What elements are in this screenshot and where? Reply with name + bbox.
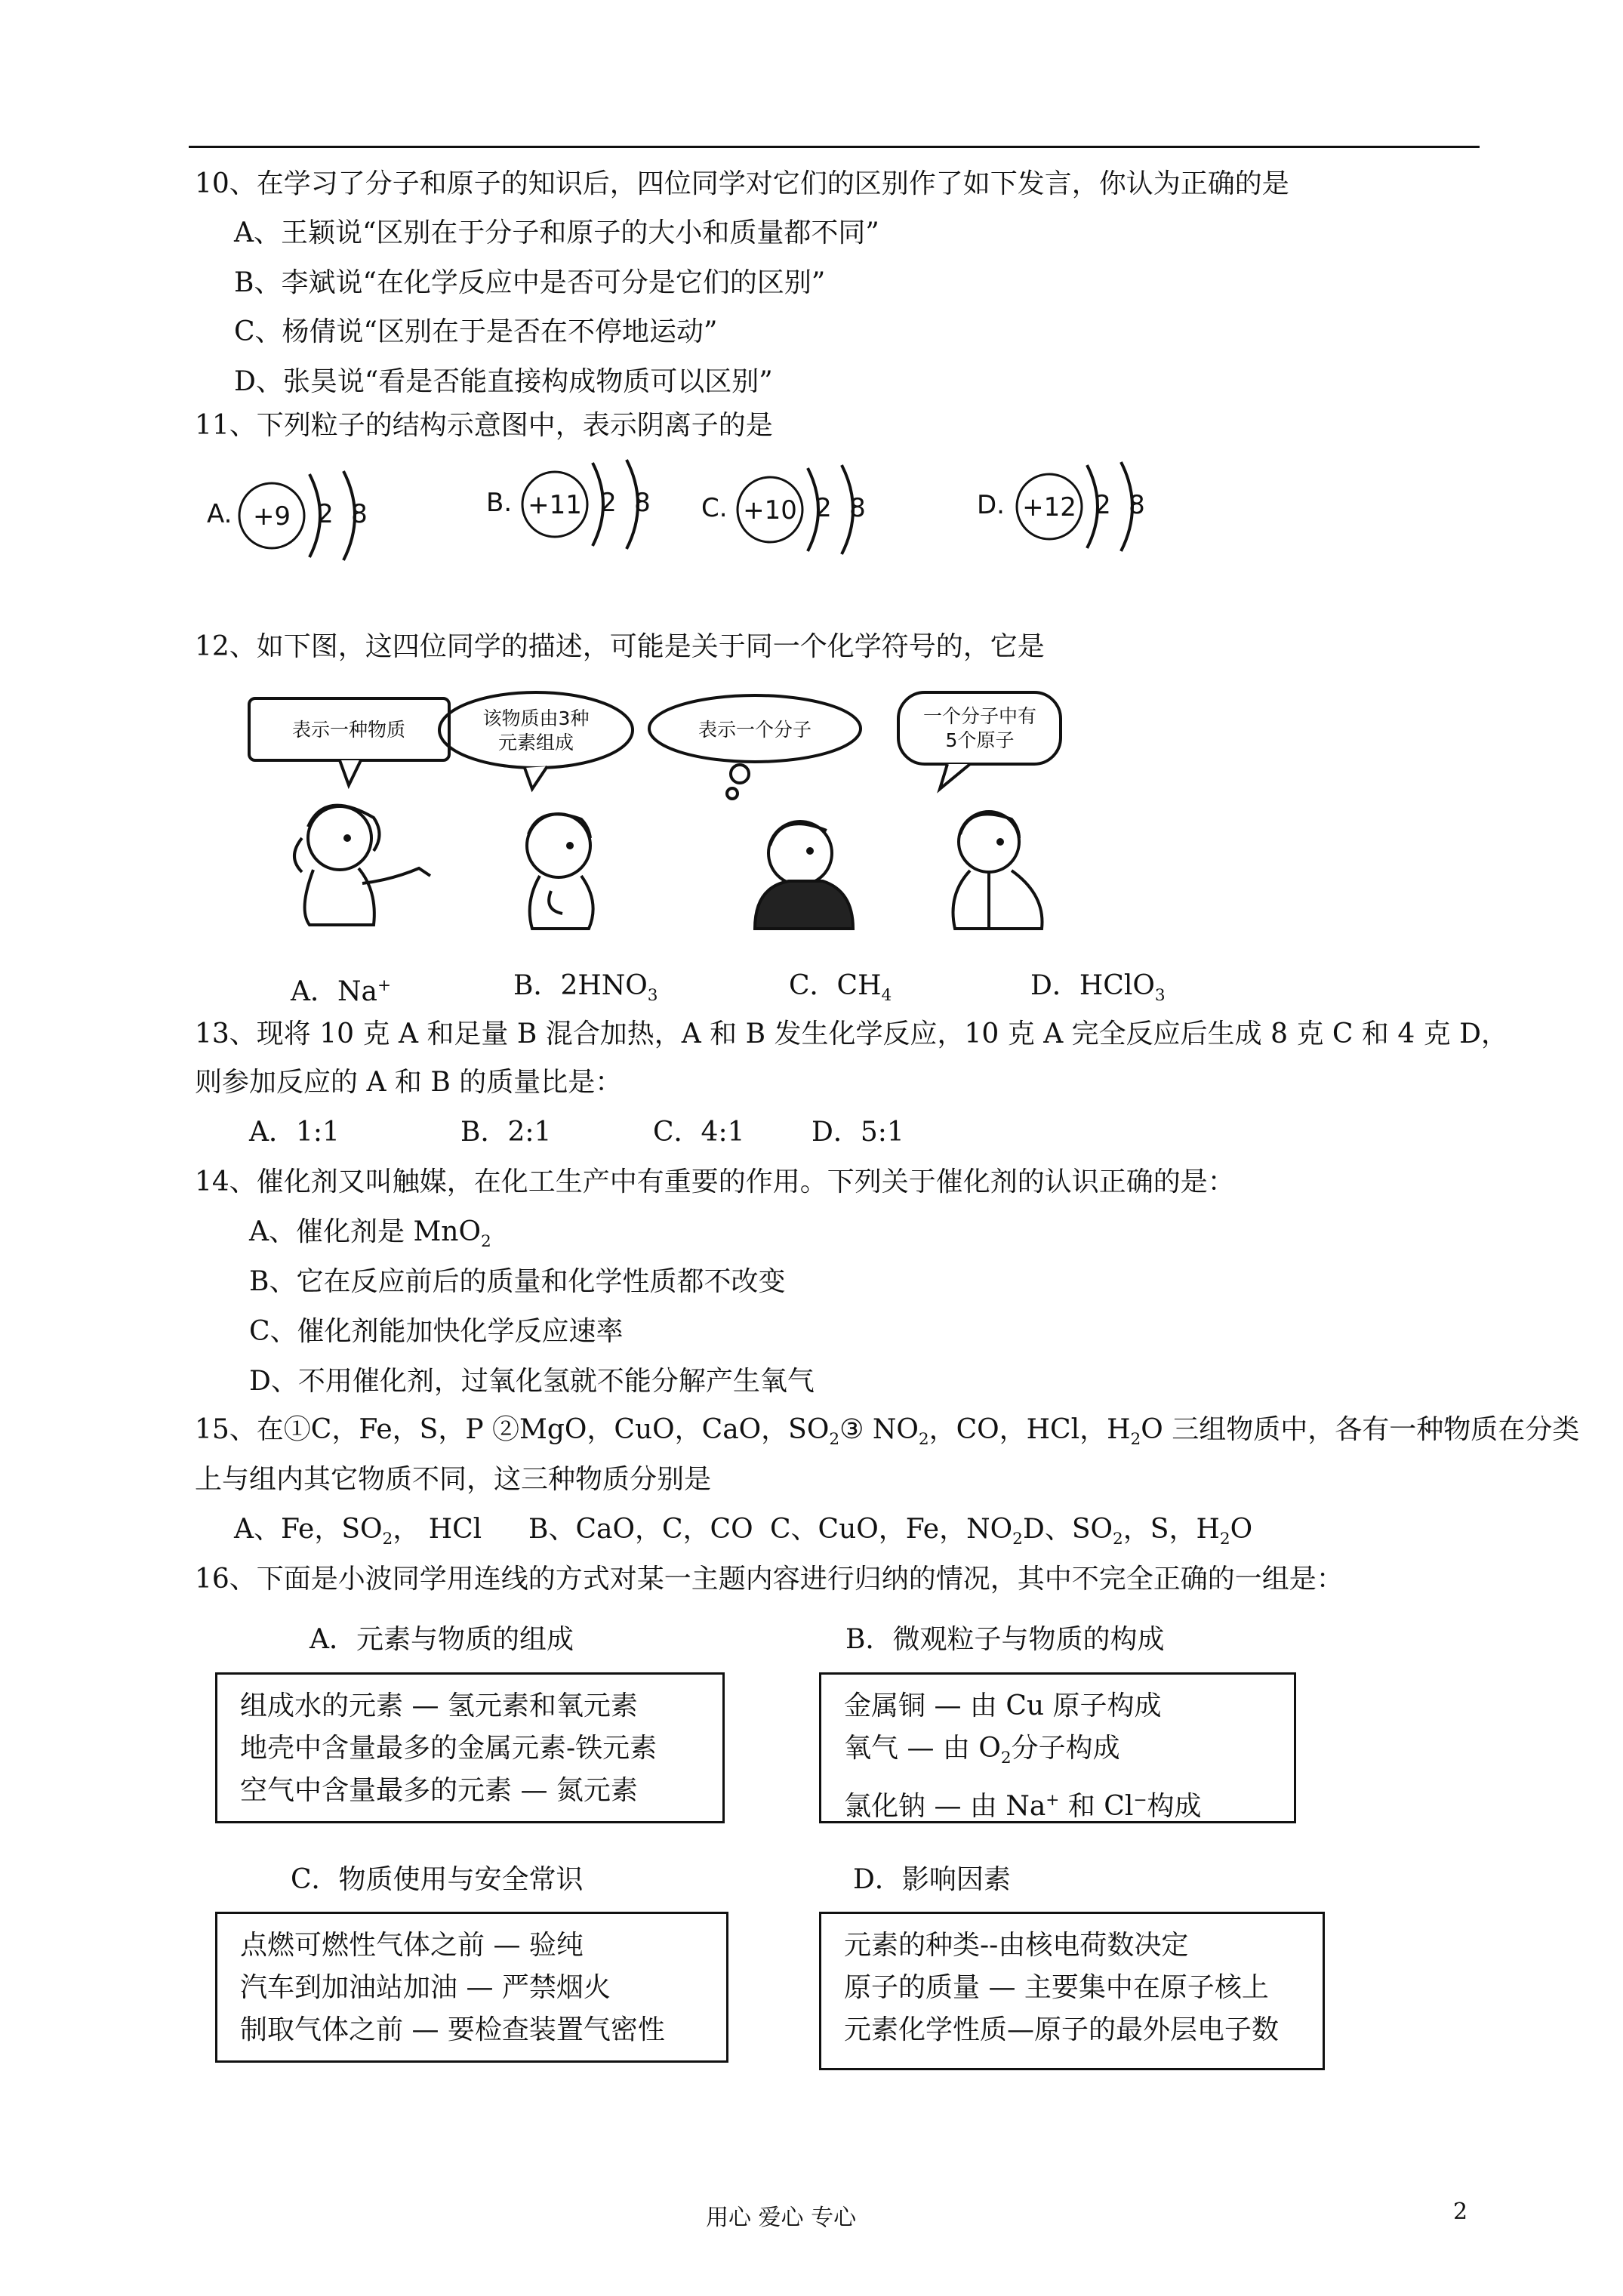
footer-motto: 用心 爱心 专心 <box>706 2205 857 2231</box>
q13-option-a: A．1:1 <box>249 1117 340 1148</box>
diagram-b-shell1: 2 <box>600 488 617 518</box>
speech-bubble-1 <box>249 698 449 785</box>
q15-line1: 15、在①C，Fe，S，P ②MgO，CuO，CaO，$SO_2③$ $NO_2$，CO，HCl，$H_2O$ 三组物质中，各有一种物质在分类 <box>195 1414 1580 1450</box>
box-c-line1: 点燃可燃性气体之前 — 验纯 <box>240 1930 584 1961</box>
q16-box-b <box>819 1672 1296 1823</box>
q13-option-d: D．5:1 <box>812 1117 904 1148</box>
q16-caption-b: B．微观粒子与物质的构成 <box>845 1624 1165 1655</box>
q16-caption-d: D．影响因素 <box>853 1864 1011 1895</box>
box-c-line2: 汽车到加油站加油 — 严禁烟火 <box>240 1972 611 2003</box>
box-b-line2: 氧气 — 由 $O_2$分子构成 <box>844 1733 1120 1768</box>
bubble-1-line1: 表示一种物质 <box>291 719 406 741</box>
box-d-line3: 元素化学性质—原子的最外层电子数 <box>844 2014 1280 2045</box>
box-d-line2: 原子的质量 — 主要集中在原子核上 <box>844 1972 1269 2003</box>
diagram-a-shell1: 2 <box>317 499 334 529</box>
q15-option-c: C、CuO，Fe，$NO_2$ <box>770 1514 1023 1549</box>
q16-box-a <box>215 1672 725 1823</box>
diagram-d-shell1: 2 <box>1095 490 1111 520</box>
box-b-line3: 氯化钠 — 由 Na+ 和 Cl−构成 <box>844 1791 1202 1823</box>
bubble-2-line2: 元素组成 <box>497 732 574 754</box>
q14-stem: 14、催化剂又叫触媒，在化工生产中有重要的作用。下列关于催化剂的认识正确的是： <box>195 1166 1235 1197</box>
page-number: 2 <box>1453 2199 1468 2225</box>
boy-figure-2 <box>527 814 593 929</box>
q16-box-d <box>819 1912 1325 2070</box>
q14-option-b: B、它在反应前后的质量和化学性质都不改变 <box>249 1266 786 1297</box>
q13-line2: 则参加反应的 A 和 B 的质量比是： <box>195 1067 623 1098</box>
diagram-b <box>486 460 651 549</box>
q15-option-a: A、Fe，$SO_2$， HCl <box>234 1514 482 1549</box>
box-d-line1: 元素的种类--由核电荷数决定 <box>844 1930 1189 1961</box>
q12-option-c: C．$CH_4$ <box>789 970 892 1006</box>
header-rule <box>189 146 1480 148</box>
diagram-c-shell2: 8 <box>849 493 866 523</box>
q16-stem: 16、下面是小波同学用连线的方式对某一主题内容进行归纳的情况，其中不完全正确的一组是： <box>195 1564 1344 1595</box>
diagram-d-letter: D. <box>977 490 1005 520</box>
diagram-a <box>207 471 368 560</box>
q14-option-a: A、催化剂是 MnO$_2$ <box>249 1216 491 1252</box>
diagram-b-letter: B. <box>486 488 513 518</box>
box-b-line1: 金属铜 — 由 Cu 原子构成 <box>844 1690 1162 1721</box>
bubble-3-line1: 表示一个分子 <box>698 719 812 741</box>
box-a-line2: 地壳中含量最多的金属元素-铁元素 <box>240 1733 658 1764</box>
diagram-c-letter: C. <box>701 493 728 523</box>
q10-stem: 10、在学习了分子和原子的知识后，四位同学对它们的区别作了如下发言，你认为正确的是 <box>195 168 1289 199</box>
q16-caption-a: A．元素与物质的组成 <box>310 1624 574 1655</box>
cartoon-students-illustration <box>226 683 1208 940</box>
q12-option-d: D．HClO$_3$ <box>1030 970 1166 1006</box>
q16-box-c <box>215 1912 728 2063</box>
diagram-b-shell2: 8 <box>634 488 651 518</box>
girl-figure <box>294 806 430 925</box>
box-c-line3: 制取气体之前 — 要检查装置气密性 <box>240 2014 665 2045</box>
diagram-d-nucleus: +12 <box>1022 492 1076 522</box>
bubble-4-line1: 一个分子中有 <box>922 705 1037 727</box>
diagram-c <box>701 465 866 554</box>
box-a-line3: 空气中含量最多的元素 — 氮元素 <box>240 1775 638 1806</box>
diagram-d-shell2: 8 <box>1129 490 1145 520</box>
boy-figure-3 <box>755 821 853 929</box>
diagram-a-shell2: 8 <box>351 499 368 529</box>
diagram-c-nucleus: +10 <box>743 495 797 525</box>
q10-option-a: A、王颖说“区别在于分子和原子的大小和质量都不同” <box>234 217 879 248</box>
bubble-2-line1: 该物质由3种 <box>482 707 590 729</box>
q12-stem: 12、如下图，这四位同学的描述，可能是关于同一个化学符号的，它是 <box>195 631 1045 662</box>
atomic-structure-diagrams <box>0 453 1623 581</box>
q12-option-b: B．$2HNO_3$ <box>513 970 658 1006</box>
boy-figure-4 <box>953 812 1042 929</box>
q16-caption-c: C．物质使用与安全常识 <box>291 1864 584 1895</box>
q13-option-c: C．4:1 <box>653 1117 745 1148</box>
bubble-4-line2: 5个原子 <box>945 729 1015 751</box>
thought-bubble-3 <box>649 695 861 799</box>
q11-stem: 11、下列粒子的结构示意图中，表示阴离子的是 <box>195 410 773 441</box>
q14-option-c: C、催化剂能加快化学反应速率 <box>249 1316 624 1347</box>
q14-option-d: D、不用催化剂，过氧化氢就不能分解产生氧气 <box>249 1366 815 1397</box>
q15-option-d: D、$SO_2$，S，$H_2O$ <box>1023 1514 1253 1549</box>
q13-line1: 13、现将 10 克 A 和足量 B 混合加热，A 和 B 发生化学反应，10 克 A 完全反应后生成 8 克 C 和 4 克 D， <box>195 1019 1508 1049</box>
q15-option-b: B、CaO，C，CO <box>528 1514 753 1545</box>
q10-option-b: B、李斌说“在化学反应中是否可分是它们的区别” <box>234 267 826 298</box>
q13-option-b: B．2:1 <box>460 1117 552 1148</box>
q12-option-a: A．Na+ <box>291 976 392 1007</box>
diagram-c-shell1: 2 <box>815 493 832 523</box>
diagram-a-nucleus: +9 <box>252 501 291 532</box>
q15-line2: 上与组内其它物质不同，这三种物质分别是 <box>195 1464 712 1495</box>
q10-option-c: C、杨倩说“区别在于是否在不停地运动” <box>234 316 718 347</box>
q10-option-d: D、张昊说“看是否能直接构成物质可以区别” <box>234 366 773 397</box>
diagram-a-letter: A. <box>207 499 233 529</box>
box-a-line1: 组成水的元素 — 氢元素和氧元素 <box>240 1690 638 1721</box>
diagram-b-nucleus: +11 <box>528 490 582 520</box>
diagram-d <box>977 462 1145 551</box>
